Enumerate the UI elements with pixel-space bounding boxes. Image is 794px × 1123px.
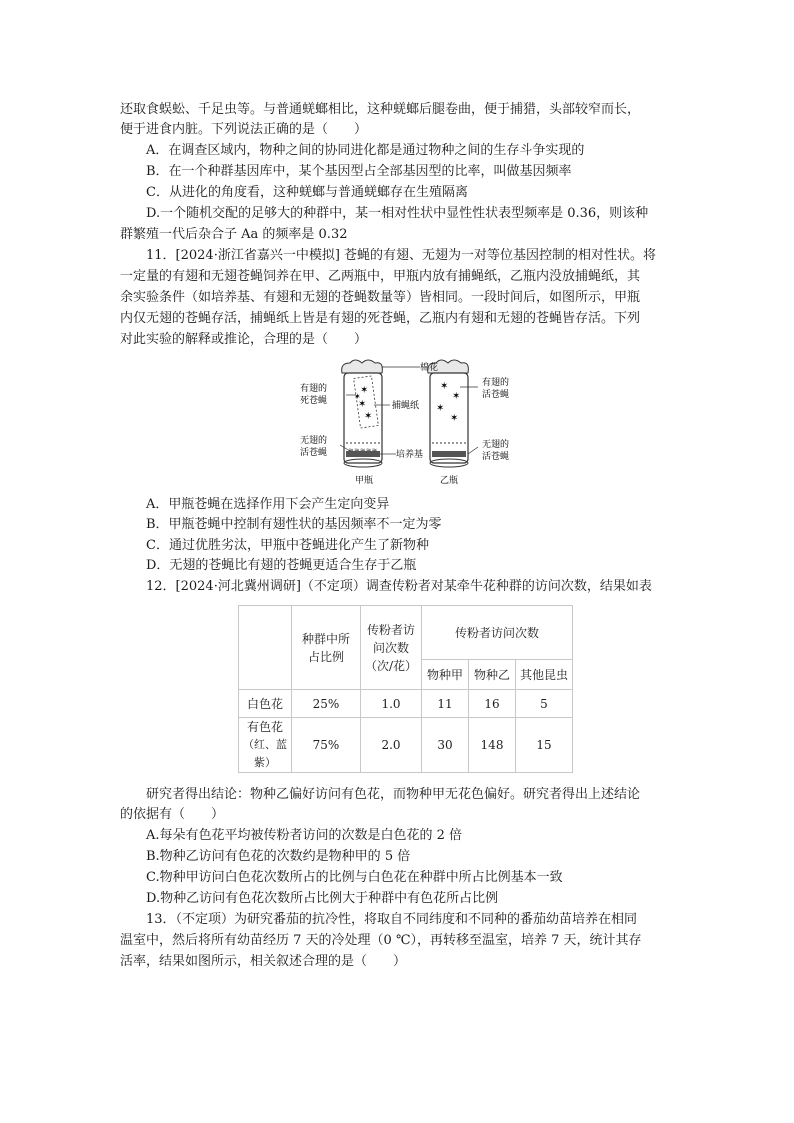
option-c: C．通过优胜劣汰，甲瓶中苍蝇进化产生了新物种	[146, 538, 429, 553]
label-cotton: 棉花	[420, 363, 439, 373]
header-ratio: 种群中所 占比例	[292, 606, 361, 690]
bottle-b	[428, 360, 469, 467]
label-winged-dead-2: 死苍蝇	[300, 396, 328, 406]
label-wingless-live-left: 无翅的	[300, 436, 328, 446]
header-other: 其他昆虫	[516, 660, 573, 690]
label-bottle-a: 甲瓶	[355, 476, 374, 486]
visit-table	[238, 605, 573, 773]
text-line: 一定量的有翅和无翅苍蝇饲养在甲、乙两瓶中，甲瓶内放有捕蝇纸，乙瓶内没放捕蝇纸，其	[120, 269, 641, 284]
option-a: A．甲瓶苍蝇在选择作用下会产生定向变异	[146, 497, 390, 512]
option-d: D．无翅的苍蝇比有翅的苍蝇更适合生存于乙瓶	[146, 558, 417, 573]
header-species-a: 物种甲	[422, 660, 469, 690]
text-line: 群繁殖一代后杂合子 Aa 的频率是 0.32	[120, 227, 348, 242]
text-line: 余实验条件（如培养基、有翅和无翅的苍蝇数量等）皆相同。一段时间后，如图所示，甲瓶	[120, 290, 641, 305]
label-winged-dead: 有翅的	[300, 384, 328, 394]
label-medium: 培养基	[396, 450, 424, 460]
question-11: 11．[2024·浙江省嘉兴一中模拟] 苍蝇的有翅、无翅为一对等位基因控制的相对性状。将	[146, 248, 657, 263]
option-d: D.物种乙访问有色花次数所占比例大于种群中有色花所占比例	[146, 891, 499, 906]
option-b: B．甲瓶苍蝇中控制有翅性状的基因频率不一定为零	[146, 517, 442, 532]
text-line: 便于进食内脏。下列说法正确的是（ ）	[120, 122, 368, 137]
text-line: 活率，结果如图所示，相关叙述合理的是（ ）	[120, 954, 407, 969]
svg-text:✶: ✶	[360, 385, 369, 396]
option-d: D.一个随机交配的足够大的种群中，某一相对性状中显性性状表型频率是 0.36，则该种	[146, 206, 649, 221]
label-wingless-live-right: 无翅的	[482, 440, 510, 450]
header-species-b: 物种乙	[469, 660, 516, 690]
bottle-a	[342, 360, 383, 467]
label-wingless-live-right-2: 活苍蝇	[482, 452, 510, 462]
option-a: A.每朵有色花平均被传粉者访问的次数是白色花的 2 倍	[146, 828, 463, 843]
text-line: 对此实验的解释或推论，合理的是（ ）	[120, 332, 368, 347]
text-line: 研究者得出结论：物种乙偏好访问有色花，而物种甲无花色偏好。研究者得出上述结论	[146, 787, 641, 802]
option-b: B.物种乙访问有色花的次数约是物种甲的 5 倍	[146, 849, 411, 864]
svg-text:✶: ✶	[436, 403, 445, 414]
text-line: 的依据有（ ）	[120, 807, 225, 822]
header-count: 传粉者访问次数	[422, 606, 573, 660]
table-row: 有色花 （红、蓝紫） 75% 2.0 30 148 15	[239, 718, 573, 773]
question-13: 13．（不定项）为研究番茄的抗冷性，将取自不同纬度和不同种的番茄幼苗培养在相同	[146, 912, 638, 927]
text-line: 内仅无翅的苍蝇存活，捕蝇纸上皆是有翅的死苍蝇，乙瓶内有翅和无翅的苍蝇皆存活。下列	[120, 311, 641, 326]
svg-text:✶: ✶	[440, 381, 449, 392]
svg-text:✶: ✶	[452, 391, 461, 402]
svg-text:✶: ✶	[358, 399, 367, 410]
svg-text:✶: ✶	[364, 411, 373, 422]
label-bottle-b: 乙瓶	[440, 476, 459, 486]
option-c: C．从进化的角度看，这种蜣螂与普通蜣螂存在生殖隔离	[146, 185, 468, 200]
label-winged-live-2: 活苍蝇	[482, 390, 510, 400]
label-wingless-live-left-2: 活苍蝇	[300, 448, 328, 458]
option-c: C.物种甲访问白色花次数所占的比例与白色花在种群中所占比例基本一致	[146, 870, 563, 885]
svg-text:✶: ✶	[354, 392, 361, 401]
question-12: 12．[2024·河北冀州调研]（不定项）调查传粉者对某牵牛花种群的访问次数，结果如表	[146, 579, 652, 594]
header-visits: 传粉者访 问次数 （次/花）	[361, 606, 422, 690]
svg-text:≈≈≈≈≈: ≈≈≈≈≈	[348, 446, 378, 454]
text-line: 温室中，然后将所有幼苗经历 7 天的冷处理（0 ℃），再转移至温室，培养 7 天，统计其存	[120, 933, 642, 948]
fly-bottle-figure	[300, 355, 530, 490]
svg-text:✶: ✶	[450, 413, 459, 424]
option-b: B．在一个种群基因库中，某个基因型占全部基因型的比率，叫做基因频率	[146, 164, 572, 179]
text-line: 还取食蜈蚣、千足虫等。与普通蜣螂相比，这种蜣螂后腿卷曲，便于捕猎，头部较窄而长，	[120, 102, 641, 117]
label-winged-live: 有翅的	[482, 378, 510, 388]
table-row: 白色花 25% 1.0 11 16 5	[239, 690, 573, 718]
option-a: A．在调查区域内，物种之间的协同进化都是通过物种之间的生存斗争实现的	[146, 143, 585, 158]
label-flypaper: 捕蝇纸	[392, 401, 420, 411]
